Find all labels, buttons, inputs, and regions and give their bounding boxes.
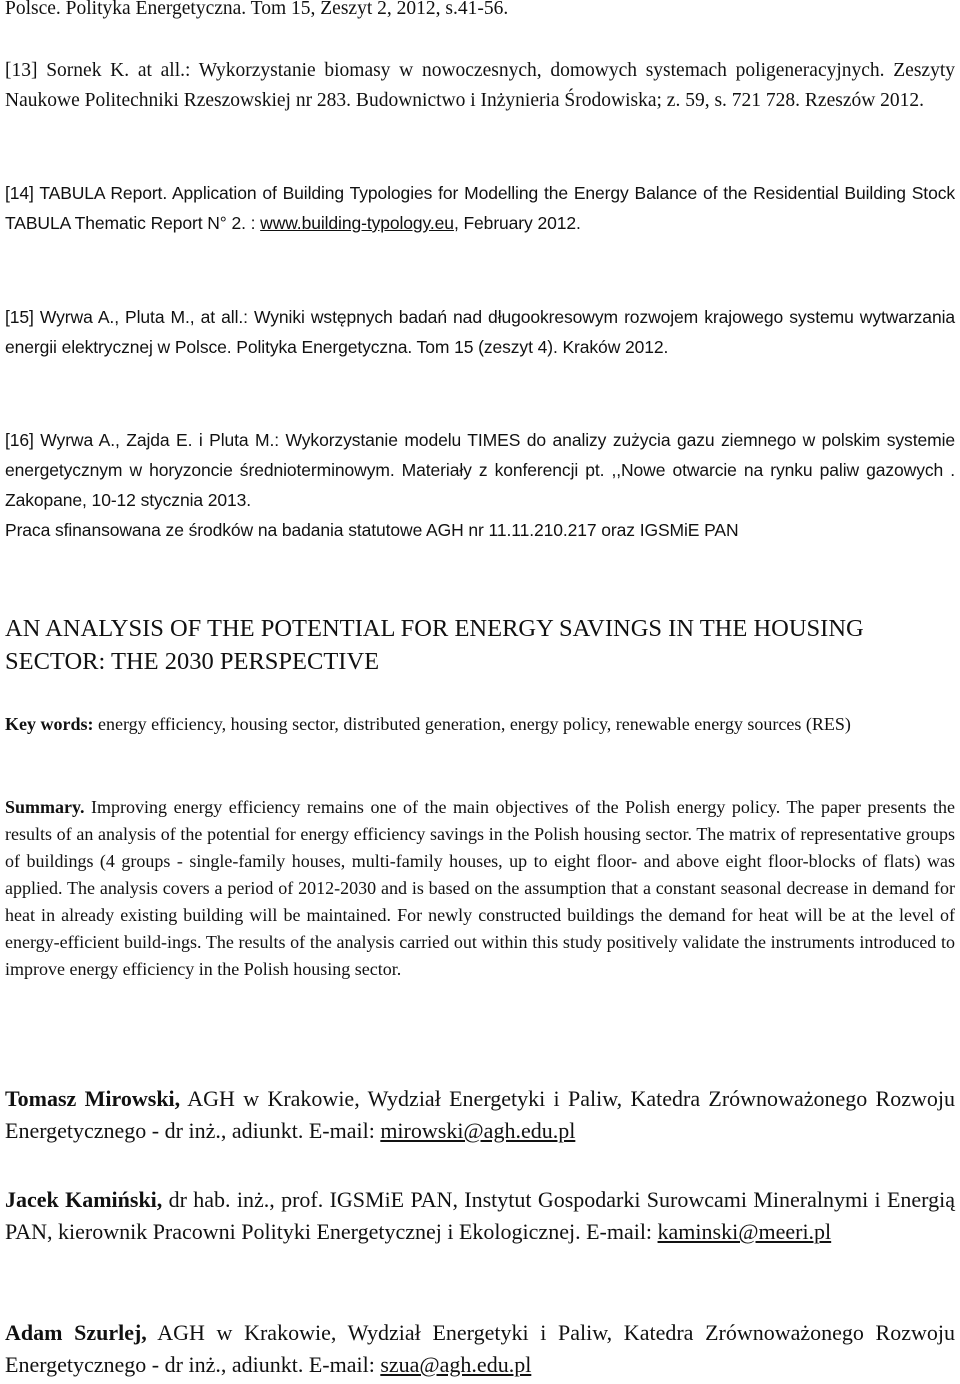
author-name: Adam Szurlej, [5, 1320, 147, 1345]
author-email-link[interactable]: kaminski@meeri.pl [657, 1219, 832, 1244]
author-affiliation: AGH w Krakowie, Wydział Energetyki i Paliw, Katedra Zrównoważonego Rozwoju Energetycznego - dr inż., adiunkt. E-mail: [5, 1320, 955, 1377]
summary [5, 794, 955, 983]
author-name: Jacek Kamiński, [5, 1187, 163, 1212]
author-email-link[interactable]: szua@agh.edu.pl [380, 1352, 532, 1377]
keywords [5, 711, 955, 738]
author-name: Tomasz Mirowski, [5, 1086, 181, 1111]
summary-label: Summary. [5, 797, 85, 817]
keywords-label: Key words: [5, 714, 94, 734]
reference-14-link[interactable]: www.building-typology.eu [260, 213, 454, 233]
reference-14 [5, 178, 955, 238]
keywords-text: energy efficiency, housing sector, distributed generation, energy policy, renewable energy sources (RES) [93, 714, 851, 734]
paper-title: AN ANALYSIS OF THE POTENTIAL FOR ENERGY SAVINGS IN THE HOUSING SECTOR: THE 2030 PERSPECTIVE [5, 615, 864, 675]
reference-14-tail: , February 2012. [453, 213, 581, 233]
author-mirowski [5, 1083, 955, 1147]
author-email-link[interactable]: mirowski@agh.edu.pl [380, 1118, 576, 1143]
author-kaminski [5, 1184, 955, 1248]
reference-continuation: Polsce. Polityka Energetyczna. Tom 15, Zeszyt 2, 2012, s.41-56. [5, 0, 509, 19]
reference-15: [15] Wyrwa A., Pluta M., at all.: Wyniki wstępnych badań nad długookresowym rozwojem krajowego systemu wytwarzania energii elektrycznej w Polsce. Polityka Energetyczna. Tom 15 (zeszyt 4). Kraków 2012. [5, 307, 955, 357]
author-szurlej [5, 1317, 955, 1381]
author-affiliation: AGH w Krakowie, Wydział Energetyki i Paliw, Katedra Zrównoważonego Rozwoju Energetycznego - dr inż., adiunkt. E-mail: [5, 1086, 955, 1143]
reference-14-text: [14] TABULA Report. Application of Building Typologies for Modelling the Energy Balance of the Residential Building Stock TABULA Thematic Report N° 2. : [5, 183, 955, 233]
funding-note: Praca sfinansowana ze środków na badania statutowe AGH nr 11.11.210.217 oraz IGSMiE PAN [5, 520, 739, 540]
reference-13: [13] Sornek K. at all.: Wykorzystanie biomasy w nowoczesnych, domowych systemach poligeneracyjnych. Zeszyty Naukowe Politechniki Rzeszowskiej nr 283. Budownictwo i Inżynieria Środowiska; z. 59, s. 721 728. Rzeszów 2012. [5, 60, 955, 111]
reference-16: [16] Wyrwa A., Zajda E. i Pluta M.: Wykorzystanie modelu TIMES do analizy zużycia gazu ziemnego w polskim systemie energetycznym w horyzoncie średnioterminowym. Materiały z konferencji pt. ,,Nowe otwarcie na rynku paliw gazowych . Zakopane, 10-12 stycznia 2013. [5, 430, 955, 510]
author-affiliation: dr hab. inż., prof. IGSMiE PAN, Instytut Gospodarki Surowcami Mineralnymi i Energią PAN, kierownik Pracowni Polityki Energetycznej i Ekologicznej. E-mail: [5, 1187, 955, 1244]
summary-text: Improving energy efficiency remains one of the main objectives of the Polish energy policy. The paper presents the results of an analysis of the potential for energy efficiency savings in the Polish housing sector. The matrix of representative groups of buildings (4 groups - single-family houses, multi-family houses, up to eight floor- and above eight floor-blocks of flats) was applied. The analysis covers a period of 2012-2030 and is based on the assumption that a constant seasonal decrease in demand for heat in already existing building will be maintained. For newly constructed buildings the demand for heat will be at the level of energy-efficient build-ings. The results of the analysis carried out within this study positively validate the instruments introduced to improve energy efficiency in the Polish housing sector. [5, 797, 955, 979]
